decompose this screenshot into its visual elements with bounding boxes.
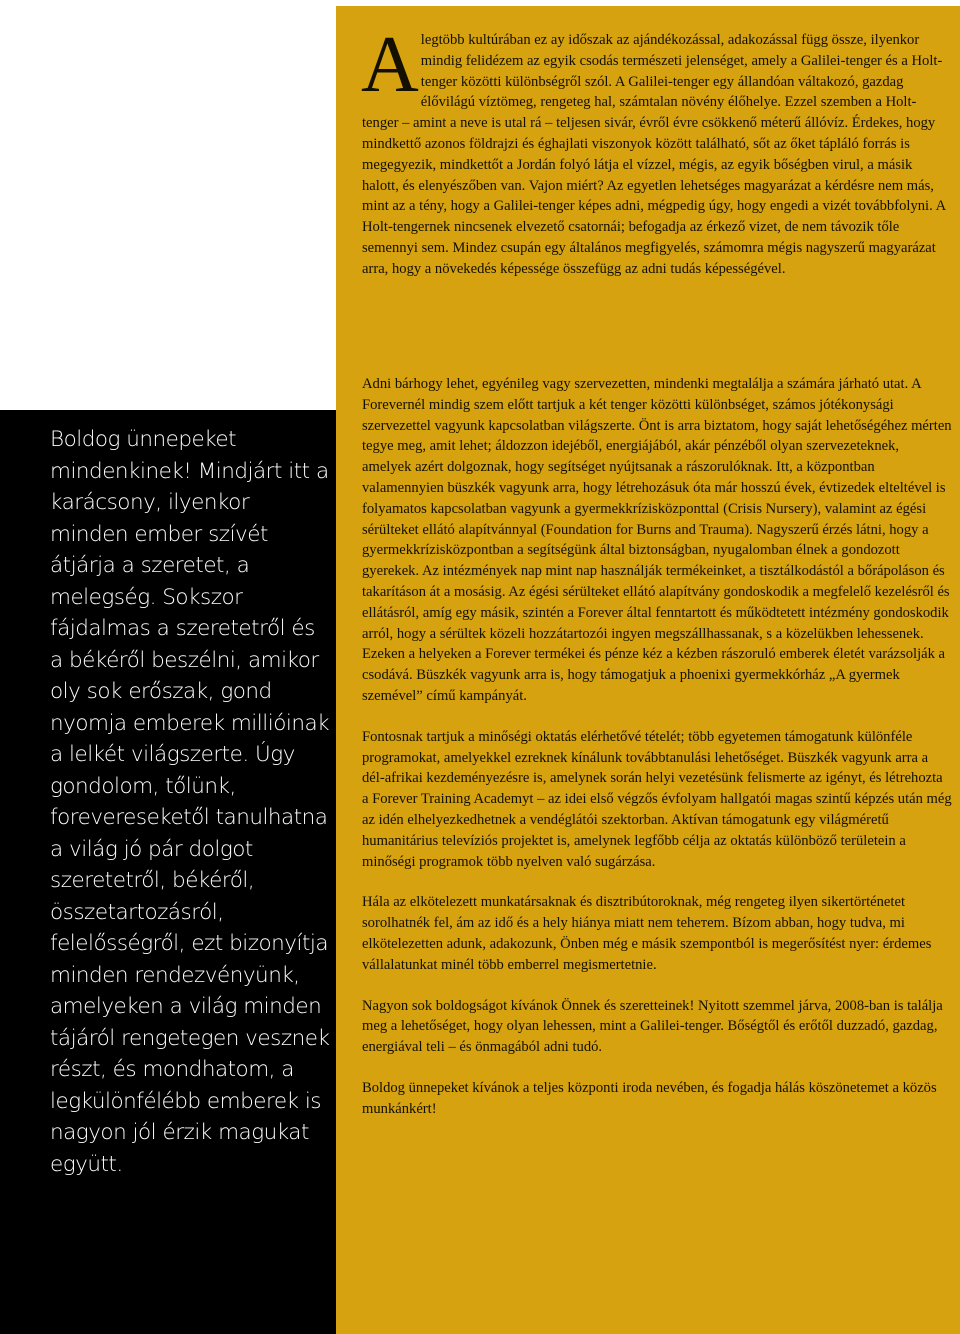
intro-text: legtöbb kultúrában ez ay időszak az ajándékozással, adakozással függ össze, ilyenkor mindig felidézem az egyik csodás természeti jelenséget, amely a Galilei-tenger és a Holt-tenger közötti különbségről szól. A Galilei-tenger egy állandóan váltakozó, gazdag élővilágú víztömeg, rengeteg hal, számtalan növény élőhelye. Ezzel szemben a Holt-tenger – amint a neve is utal rá – teljesen sivár, évről évre csökkenő méterű állóvíz. Érdekes, hogy mindkettő azonos földrajzi és éghajlati viszonyok között található, sőt az őket tápláló forrás is megegyezik, mindkettőt a Jordán folyó látja el vízzel, mégis, az egyik bőségben virul, a másik halott, és elenyészőben van. Vajon miért? Az egyetlen lehetséges magyarázat a kérdésre nem más, mint az a tény, hogy a Galilei-tenger képes adni, mégpedig úgy, hogy engedi a vizét továbbfolyni. A Holt-tengernek nincsenek elvezető csatornái; befogadja az érkező vizet, de nem távozik tőle semennyi sem. Mindez csupán egy általános megfigyelés, számomra mégis nagyszerű magyarázat arra, hogy a növekedés képessége összefügg az adni tudás képességével.	[362, 32, 946, 277]
paragraph-wishes: Nagyon sok boldogságot kívánok Önnek és szeretteinek! Nyitott szemmel járva, 2008-ban is találja meg a lehetőséget, hogy olyan lehessen, mint a Galilei-tenger. Bőségtől és erőtől duzzadó, gazdag, energiával teli – és önmagából adni tudó.	[362, 997, 943, 1056]
paragraph-thanks: Hála az elkötelezett munkatársaknak és disztribútoroknak, még rengeteg ilyen sikertörténetet sorolhatnék fel, ám az idő és a hely hiánya miatt nem teheтem. Bízom abban, hogy tudva, mi elkötelezetten adunk, adakozunk, Önben még e másik szempontból is megerősítést nyer: érdemes vállalatunkat minél több emberrel megismertetnie.	[362, 894, 932, 973]
paragraph-giving: Adni bárhogy lehet, egyénileg vagy szervezetten, mindenki megtalálja a számára járható utat. A Forevernél mindig szem előtt tartjuk a két tenger közötti különbséget, számos jótékonysági szervezettel vagyunk kapcsolatban világszerte. Önt is arra biztatom, hogy saját lehetőségéhez mérten tegye meg, amit lehet; áldozzon idejéből, energiájából, akár pénzéből olyan szervezeteknek, amelyek azért dolgoznak, hogy segítséget nyújtsanak a rászorulóknak. Itt, a központban valamennyien büszkék vagyunk arra, hogy létrehozásuk óta már hosszú évek, évtizedek elteltével is folyamatos kapcsolatban vagyunk a gyermekkrízisközponttal (Crisis Nursery), valamint az égési sérülteket ellátó alapítvánnyal (Foundation for Burns and Trauma). Nagyszerű érzés látni, hogy a gyermekkrízisközpontban a segítségünk által biztonságban, nyugalomban élnek a gondozott gyerekek. Az intézmények nap mint nap használják termékeinket, a tisztálkodástól a bőrápoláson és takarításon át a mosásig. Az égési sérülteket ellátó alapítvány gondoskodik a megfelelő kezelésről és ellátásról, amíg egy másik, szintén a Forever által fenntartott és működtetett intézmény gondoskodik arról, hogy a sérültek közeli hozzátartozói ingyen megszállhassanak, s a közelükben lehessenek. Ezeken a helyeken a Forever termékei és pénze kéz a kézben rászoruló emberek életét varázsolják a csodává. Büszkék vagyunk arra is, hogy támogatjuk a phoenixi gyermekkórház „A gyermek szemével” című kampányát.	[362, 376, 952, 704]
article-body	[361, 21, 952, 1120]
holiday-greeting-quote: Boldog ünnepeket mindenkinek! Mindjárt itt a karácsony, ilyenkor minden ember szívét átjárja a szeretet, a melegség. Sokszor fájdalmas a szeretetről és a békéről beszélni, amikor oly sok erőszak, gond nyomja emberek millióinak a lelkét világszerte. Úgy gondolom, tőlünk, forevereseketől tanulhatna a világ jó pár dolgot szeretetről, békéről, összetartozásról, felelősségről, ezt bizonyítja minden rendezvényünk, amelyeken a világ minden tájáról rengetegen vesznek részt, és mondhatom, a legkülönfélébb emberek is nagyon jól érzik magukat együtt.	[50, 427, 330, 1177]
paragraph-education: Fontosnak tartjuk a minőségi oktatás elérhetővé tételét; több egyetemen támogatunk különféle programokat, amelyekkel ezreknek kínálunk továbbtanulási lehetőséget. Büszkék vagyunk arra a dél-afrikai kezdeményezésre is, amelynek során helyi vezetésünk felismerte az igényt, és létrehozta a Forever Training Academyt – az idei első végzős évfolyam hallgatói magas szintű képzés után még az idén elhelyezkedhetnek a vendéglátói szektorban. Aktívan támogatunk egy világméretű humanitárius televíziós projektet is, amelynek legfőbb célja az oktatás különböző területein a minőségi programok több nyelven való sugárzása.	[362, 728, 952, 870]
intro-paragraph	[361, 21, 952, 370]
paragraph-closing: Boldog ünnepeket kívánok a teljes központi iroda nevében, és fogadja hálás köszönetemet a közös munkánkért!	[362, 1079, 937, 1117]
drop-cap-letter: A	[361, 21, 419, 109]
